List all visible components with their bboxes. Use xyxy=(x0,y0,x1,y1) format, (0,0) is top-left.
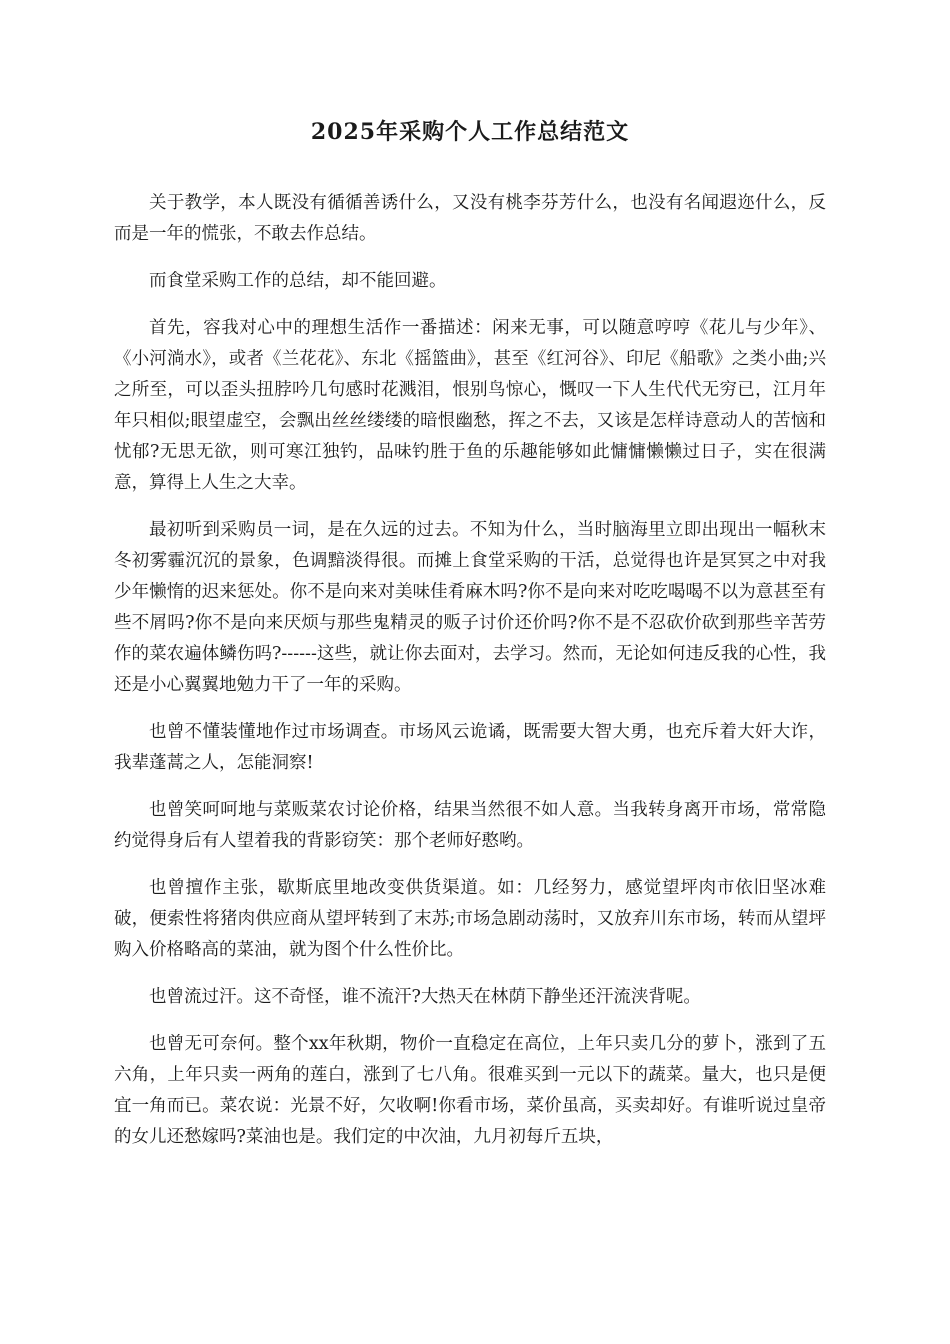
paragraph-helpless: 也曾无可奈何。整个xx年秋期，物价一直稳定在高位，上年只卖几分的萝卜，涨到了五六角，上年只卖一两角的莲白，涨到了七八角。很难买到一元以下的蔬菜。量大，也只是便宜一角而已。菜农说：光景不好，欠收啊!你看市场，菜价虽高，买卖却好。有谁听说过皇帝的女儿还愁嫁吗?菜油也是。我们定的中次油，九月初每斤五块， xyxy=(114,1034,826,1147)
paragraph-price-discussion: 也曾笑呵呵地与菜贩菜农讨论价格，结果当然很不如人意。当我转身离开市场，常常隐约觉得身后有人望着我的背影窃笑：那个老师好憨哟。 xyxy=(114,800,826,851)
paragraph-market-survey: 也曾不懂装懂地作过市场调查。市场风云诡谲，既需要大智大勇，也充斥着大奸大诈，我辈蓬蒿之人，怎能洞察! xyxy=(114,722,826,773)
paragraph-first-heard: 最初听到采购员一词，是在久远的过去。不知为什么，当时脑海里立即出现出一幅秋末冬初雾霾沉沉的景象，色调黯淡得很。而摊上食堂采购的干活，总觉得也许是冥冥之中对我少年懒惰的迟来惩处。你不是向来对美味佳肴麻木吗?你不是向来对吃吃喝喝不以为意甚至有些不屑吗?你不是向来厌烦与那些鬼精灵的贩子讨价还价吗?你不是不忍砍价砍到那些辛苦劳作的菜农遍体鳞伤吗?------这些，就让你去面对，去学习。然而，无论如何违反我的心性，我还是小心翼翼地勉力干了一年的采购。 xyxy=(114,520,826,695)
page-title: 2025年采购个人工作总结范文 xyxy=(310,119,630,145)
paragraph-unavoidable: 而食堂采购工作的总结，却不能回避。 xyxy=(149,271,447,291)
paragraph-supply-channel: 也曾擅作主张，歇斯底里地改变供货渠道。如：几经努力，感觉望坪肉市依旧坚冰难破，便索性将猪肉供应商从望坪转到了末苏;市场急剧动荡时，又放弃川东市场，转而从望坪购入价格略高的菜油，就为图个什么性价比。 xyxy=(114,878,826,960)
paragraph-ideal-life: 首先，容我对心中的理想生活作一番描述：闲来无事，可以随意哼哼《花儿与少年》、《小河淌水》，或者《兰花花》、东北《摇篮曲》，甚至《红河谷》、印尼《船歌》之类小曲;兴之所至，可以歪头扭脖吟几句感时花溅泪，恨别鸟惊心，慨叹一下人生代代无穷已，江月年年只相似;眼望虚空，会飘出丝丝缕缕的暗恨幽愁，挥之不去，又该是怎样诗意动人的苦恼和忧郁?无思无欲，则可寒江独钓，品味钓胜于鱼的乐趣能够如此慵慵懒懒过日子，实在很满意，算得上人生之大幸。 xyxy=(114,318,826,493)
paragraph-intro: 关于教学，本人既没有循循善诱什么，又没有桃李芬芳什么，也没有名闻遐迩什么，反而是一年的慌张，不敢去作总结。 xyxy=(114,193,826,244)
paragraph-sweat: 也曾流过汗。这不奇怪，谁不流汗?大热天在林荫下静坐还汗流浃背呢。 xyxy=(149,987,701,1007)
